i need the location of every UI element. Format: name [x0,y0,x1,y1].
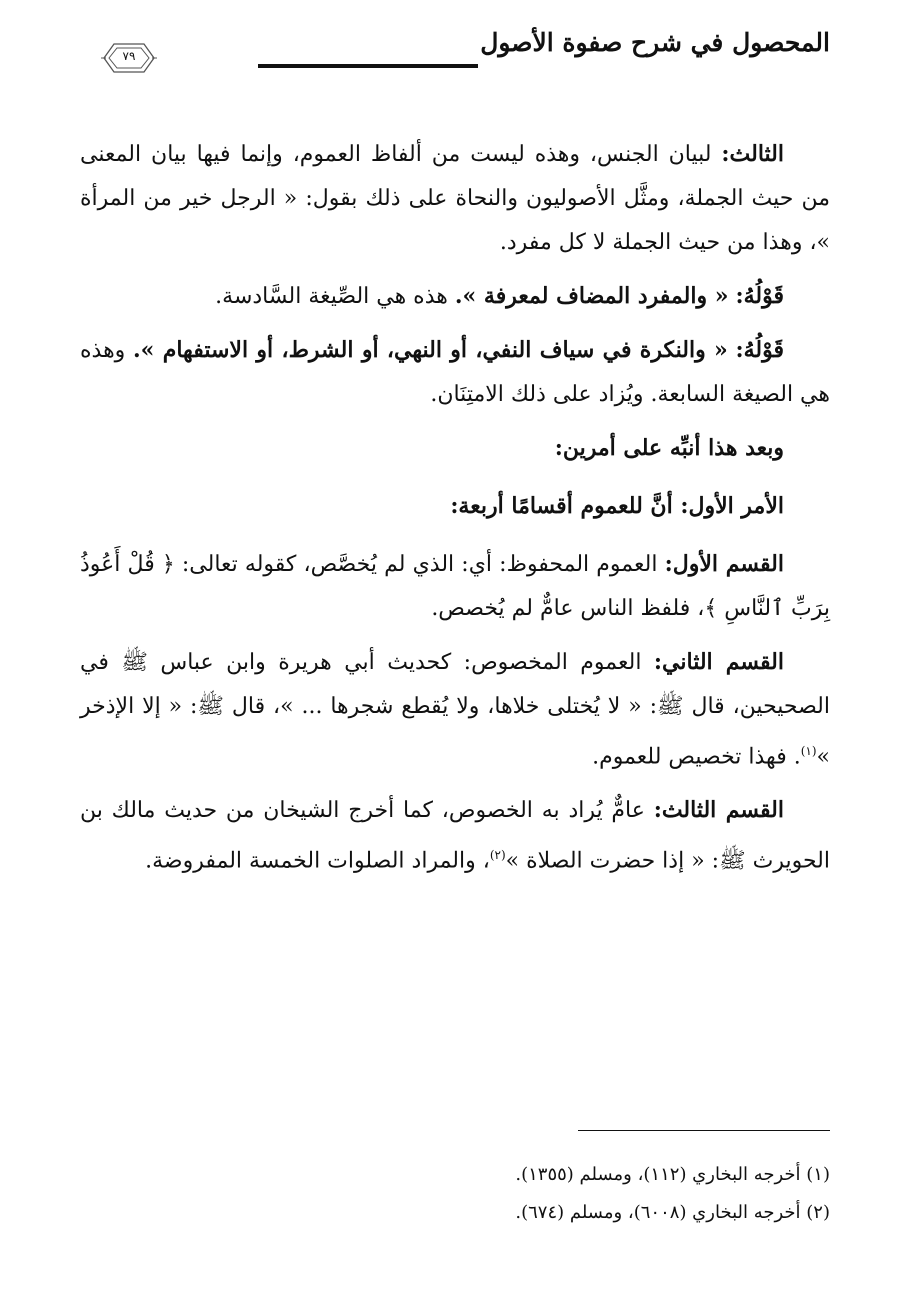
paragraph-lead: القسم الثالث: [653,797,784,824]
paragraph-text: . فهذا تخصيص للعموم. [592,744,801,770]
paragraph-lead: القسم الثاني: [653,649,785,675]
paragraph-text: عامٌّ يُراد به الخصوص، كما أخرج الشيخان من حديث مالك بن الحويرث ﷺ: « إذا حضرت الصلاة » [80,798,830,874]
paragraph-third-kind [80,788,830,883]
paragraph-text: العموم المخصوص: كحديث أبي هريرة وابن عباس ﷺ في الصحيحين، قال ﷺ: « لا يُختلى خلاها، ولا يُقطع شجرها ... »، قال ﷺ: « إلا الإذخر » [80,650,830,770]
paragraph-lead: قَوْلُهُ: [735,283,784,309]
paragraph-lead: الثالث: [721,141,784,167]
page-number: ٧٩ [122,49,136,63]
section-heading: الأمر الأول: أنَّ للعموم أقسامًا أربعة: [450,493,784,519]
paragraph-text: هذه هي الصِّيغة السَّادسة. [215,284,448,309]
paragraph-third [80,132,830,265]
book-title: المحصول في شرح صفوة الأصول [480,28,830,57]
paragraph-quote-6 [80,274,830,319]
paragraph-lead: قَوْلُهُ: [735,337,784,363]
quoted-matn: « والمفرد المضاف لمعرفة ». [454,283,729,309]
paragraph-quote-7 [80,328,830,417]
page-number-badge [100,40,158,76]
footnote-separator [578,1130,830,1131]
page-header [80,22,830,82]
paragraph-text: لبيان الجنس، وهذه ليست من ألفاظ العموم، وإنما فيها بيان المعنى من حيث الجملة، ومثَّل الأصوليون والنحاة على ذلك بقول: « الرجل خير من المرأة »، وهذا من حيث الجملة لا كل مفرد. [80,142,830,255]
paragraph-second-kind [80,640,830,779]
paragraph-first-kind [80,542,830,631]
main-text [80,132,830,893]
paragraph-lead: القسم الأول: [664,551,784,577]
section-heading: وبعد هذا أنبِّه على أمرين: [554,435,784,461]
paragraph-text: العموم المحفوظ: أي: الذي لم يُخصَّص، كقوله تعالى: ﴿ قُلْ أَعُوذُ بِرَبِّ ٱلنَّاسِ ﴾، فلفظ الناس عامٌّ لم يُخصص. [80,552,830,621]
quoted-matn: « والنكرة في سياف النفي، أو النهي، أو الشرط، أو الاستفهام ». [132,337,728,363]
header-rule [258,64,478,68]
footnote-item: (١) أخرجه البخاري (١١٢)، ومسلم (١٣٥٥). [515,1164,830,1185]
footnote-ref[interactable]: (١) [800,744,817,758]
paragraph-text: ، والمراد الصلوات الخمسة المفروضة. [145,848,490,874]
paragraph-text: وهذه هي الصيغة السابعة. ويُزاد على ذلك الامتِنَان. [80,338,830,407]
footnote-ref[interactable]: (٢) [489,848,506,863]
footnotes [80,1158,830,1234]
footnote-item: (٢) أخرجه البخاري (٦٠٠٨)، ومسلم (٦٧٤). [515,1202,830,1223]
